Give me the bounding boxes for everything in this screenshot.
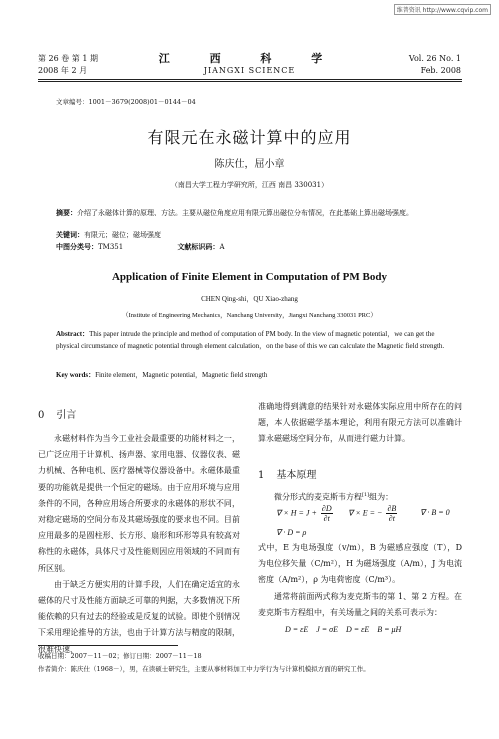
intro-paragraph-1: 永磁材料作为当今工业社会最重要的功能材料之一，已广泛应用于计算机、扬声器、家用电器、仪器仪表、磁力机械、各种电机、医疗器械等仪器设备中。永磁体最重要的功能就是提供一个恒定的磁场。由于应用环境与应用条件的不同，各种应用场合所要求的永磁体的形状不同，对稳定磁场的空间分布及其磁场强度的要求也不同。目前应用最多的是圆柱形、长方形、扇形和环形等具有较高对称性的永磁体，具体尺寸及性能则因应用领域的不同而有所区别。 bbox=[38, 434, 240, 573]
section-0-heading bbox=[38, 406, 76, 421]
equation-3: ∇ · B = 0 bbox=[420, 508, 450, 517]
date-cn: 2008 年 2 月 bbox=[38, 66, 88, 75]
authors-en: CHEN Qing-shi，QU Xiao-zhang bbox=[201, 295, 298, 303]
header-rule bbox=[38, 79, 462, 80]
maxwell-citation: [1] bbox=[362, 492, 370, 498]
header-right bbox=[409, 53, 461, 77]
right-paragraph-2: 式中，E 为电场强度（v/m），B 为磁感应强度（T），D 为电位移矢量（C/m²），H 为磁场强度（A/m），J 为电流密度（A/m²），ρ 为电荷密度（C/m³）。 bbox=[258, 543, 462, 585]
keywords-cn-text: 有限元；磁位；磁场强度 bbox=[84, 231, 161, 239]
right-column-bottom bbox=[258, 540, 462, 621]
right-paragraph-3: 通常将前面两式称为麦克斯韦的第 1、第 2 方程。在麦克斯韦方程组中，有关场量之间的关系可表示为： bbox=[258, 591, 462, 617]
doc-code bbox=[177, 243, 250, 251]
volume-cn: 第 26 卷 第 1 期 bbox=[38, 54, 98, 63]
affiliation-cn: （南昌大学工程力学研究所，江西 南昌 330031） bbox=[170, 181, 329, 189]
section-1-title: 基本原理 bbox=[276, 470, 317, 481]
date-en: Feb. 2008 bbox=[420, 66, 461, 75]
abstract-en-label: Abstract： bbox=[56, 330, 90, 338]
maxwell-intro-suffix: 组为： bbox=[369, 492, 394, 502]
equation-1 bbox=[276, 504, 335, 523]
clc-label: 中图分类号： bbox=[56, 242, 98, 251]
section-1-heading bbox=[258, 466, 316, 481]
right-column-top bbox=[258, 399, 462, 448]
authors-cn: 陈庆仕，屈小章 bbox=[214, 159, 285, 170]
equation-5: D = εE J = σE D = εE B = μH bbox=[285, 625, 402, 634]
abstract-cn-text: 介绍了永磁体计算的原理、方法。主要从磁位角度应用有限元算出磁位分布情况，在此基础上算出磁场强度。 bbox=[77, 209, 413, 217]
classification-line bbox=[56, 242, 277, 252]
title-cn: 有限元在永磁计算中的应用 bbox=[147, 128, 352, 147]
keywords-en-label: Key words： bbox=[56, 371, 96, 379]
clc-value: TM351 bbox=[98, 243, 124, 251]
section-1-number: 1 bbox=[258, 470, 265, 481]
keywords-en-text: Finite element，Magnetic potential，Magnetic field strength bbox=[95, 371, 268, 379]
footnote-received: 收稿日期：2007－11－02；修订日期：2007－11－18 bbox=[38, 652, 202, 660]
keywords-cn bbox=[56, 230, 161, 240]
volume-en: Vol. 26 No. 1 bbox=[408, 54, 461, 63]
right-paragraph-1: 准确地得到满意的结果针对永磁体实际应用中所存在的问题，本人依据磁学基本理论，利用有限元方法可以准确计算永磁磁场空间分布，从而进行磁力计算。 bbox=[258, 402, 462, 444]
watermark-stamp: 维普资讯 http://www.cqvip.com bbox=[394, 4, 491, 15]
keywords-cn-label: 关键词： bbox=[56, 230, 84, 239]
intro-paragraph-2: 由于缺乏方便实用的计算手段，人们在确定适宜的永磁体的尺寸及性能方面缺乏可靠的判据，大多数情况下所能依赖的只有过去的经验或是反复的试验。即使个别情况下采用理论推导的方法，也由于计算方法与精度的限制，很难快速、 bbox=[38, 579, 240, 654]
footnote-rule bbox=[38, 645, 178, 646]
section-0-title: 引言 bbox=[56, 410, 77, 421]
abstract-cn-label: 摘要： bbox=[56, 208, 77, 217]
equation-1-denominator: ∂t bbox=[323, 514, 330, 523]
equation-2-lhs: ∇ × E = − bbox=[348, 508, 383, 518]
title-en: Application of Finite Element in Computation of PM Body bbox=[111, 271, 387, 283]
abstract-en-text: This paper intrude the principle and method of computation of PM body. In the view of magnetic potential，we can get the physical circumstance of magnetic potential through element calculation，on the base of this we can calculate the Magnetic field strength. bbox=[56, 330, 445, 350]
maxwell-intro-text: 微分形式的麦克斯韦方程 bbox=[274, 492, 362, 502]
equation-2 bbox=[348, 504, 399, 523]
equation-1-lhs: ∇ × H = J + bbox=[276, 508, 317, 518]
section-0-number: 0 bbox=[38, 410, 45, 421]
journal-name-en: JIANGXI SCIENCE bbox=[203, 66, 296, 75]
abstract-en bbox=[56, 328, 448, 352]
footnote-author: 作者简介：陈庆仕（1968－），男，在读硕士研究生，主要从事材料加工中力学行为与计算机模拟方面的研究工作。 bbox=[38, 665, 370, 673]
equation-1-numerator: ∂D bbox=[321, 504, 332, 513]
doc-code-value: A bbox=[219, 243, 225, 251]
keywords-en bbox=[56, 370, 267, 380]
abstract-cn bbox=[56, 207, 451, 219]
left-column bbox=[38, 431, 240, 658]
equation-2-fraction bbox=[386, 504, 397, 523]
equation-2-denominator: ∂t bbox=[388, 514, 395, 523]
header-rule-thin bbox=[38, 81, 462, 82]
doc-code-label: 文献标识码： bbox=[177, 242, 220, 251]
equation-4: ∇ · D = ρ bbox=[276, 528, 307, 537]
journal-name-cn: 江 西 科 学 bbox=[158, 52, 341, 65]
affiliation-en: （Institute of Engineering Mechanics，Nanchang University，Jiangxi Nanchang 330031 PRC） bbox=[122, 312, 377, 319]
equation-1-fraction bbox=[321, 504, 333, 523]
article-number: 文章编号：1001－3679(2008)01－0144－04 bbox=[56, 98, 196, 106]
clc bbox=[56, 243, 149, 251]
equation-2-numerator: ∂B bbox=[387, 504, 397, 513]
